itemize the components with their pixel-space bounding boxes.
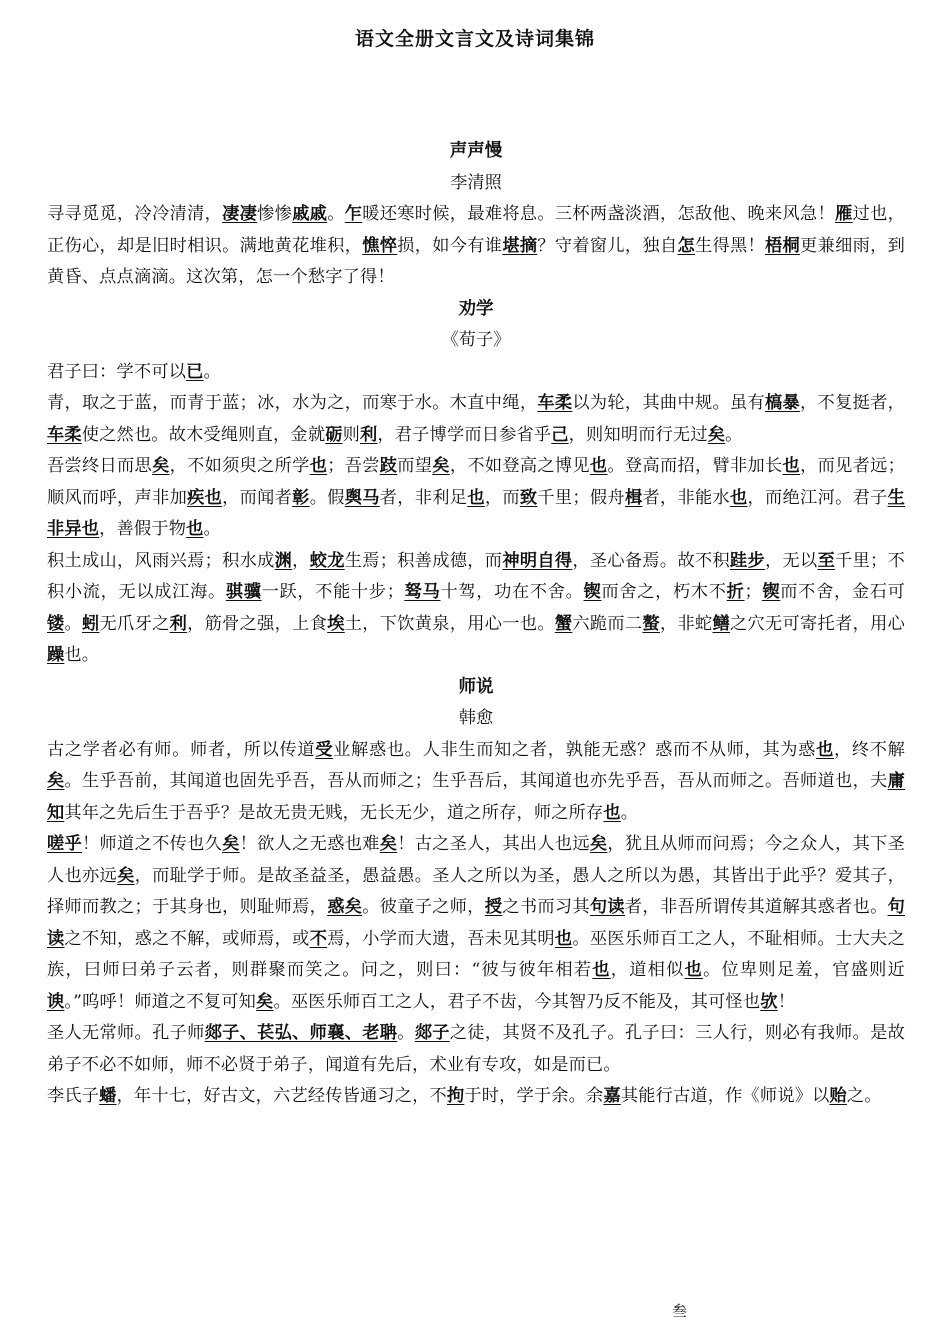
key-word: 也 (309, 456, 328, 476)
key-word: 疾也 (187, 487, 223, 508)
key-word: 郯子、苌弘、师襄、老聃 (204, 1023, 398, 1043)
key-word: 跬步 (729, 550, 766, 571)
key-word: 不 (309, 928, 328, 949)
key-word: 嘉 (603, 1086, 621, 1106)
key-word: 镂 (47, 613, 65, 634)
paragraph: 圣人无常师。孔子师郯子、苌弘、师襄、老聃。郯子之徒，其贤不及孔子。孔子曰：三人行，则必有我师。是故弟子不必不如师，师不必贤于弟子，闻道有先后，术业有专攻，如是而已。 (47, 1023, 905, 1075)
key-word: 憔悴 (362, 235, 398, 256)
key-word: 锲 (761, 582, 781, 602)
key-word: 彰 (292, 487, 310, 508)
key-word: 也 (684, 960, 704, 980)
key-word: 矣 (117, 865, 135, 886)
paragraph: 李氏子蟠，年十七，好古文，六艺经传皆通习之，不拘于时，学于余。余嘉其能行古道，作《师说》以贻之。 (47, 1086, 882, 1106)
key-word: 鳝 (712, 613, 730, 634)
paragraph: 古之学者必有师。师者，所以传道受业解惑也。人非生而知之者，孰能无惑？惑而不从师，其为惑也，终不解矣。生乎吾前，其闻道也固先乎吾，吾从而师之；生乎吾后，其闻道也亦先乎吾，吾从而师之。吾师道也，夫庸知其年之先后生于吾乎？是故无贵无贱，无长无少，道之所存，师之所存也。 (47, 739, 905, 823)
key-word: 梧桐 (765, 235, 801, 256)
key-word: 矣 (47, 771, 65, 791)
key-word: 舆马 (344, 487, 380, 508)
key-word: 驽马 (404, 582, 441, 602)
key-word: 乍 (344, 204, 363, 224)
key-word: 也 (186, 519, 204, 539)
document-title: 语文全册文言文及诗词集锦 (354, 28, 595, 50)
key-word: 谀 (47, 991, 65, 1012)
key-word: 也 (816, 739, 834, 760)
key-word: 躁 (47, 645, 65, 665)
key-word: 拘 (446, 1086, 465, 1106)
key-word: 矣 (222, 834, 240, 854)
paragraph: 寻寻觅觅，冷冷清清，凄凄惨惨戚戚。乍暖还寒时候，最难将息。三杯两盏淡酒，怎敌他、晚来风急！雁过也，正伤心，却是旧时相识。满地黄花堆积，憔悴损，如今有谁堪摘？守着窗儿，独自怎生得黑！梧桐更兼细雨，到黄昏、点点滴滴。这次第，怎一个愁字了得！ (47, 204, 906, 287)
key-word: 也 (603, 802, 621, 823)
key-word: 庸知 (47, 771, 905, 823)
key-word: 郯子 (414, 1023, 450, 1043)
key-word: 也 (589, 456, 608, 476)
document-body (47, 136, 905, 1113)
key-word: 凄凄 (222, 204, 258, 224)
key-word: 蟹 (554, 613, 573, 634)
key-word: 利 (360, 424, 378, 445)
key-word: 也 (467, 487, 485, 508)
section-author: 韩愈 (458, 708, 494, 728)
key-word: 埃 (327, 613, 345, 634)
key-word: 矣 (379, 834, 398, 854)
key-word: 骐骥 (225, 582, 262, 602)
key-word: 致 (519, 487, 538, 508)
key-word: 欤 (760, 991, 778, 1012)
key-word: 句读 (589, 897, 625, 917)
key-word: 至 (817, 550, 836, 571)
key-word: 神明自得 (502, 550, 573, 571)
paragraph: 君子曰：学不可以已。 (47, 361, 221, 382)
page-mark: 叁 (672, 1302, 688, 1320)
key-word: 车柔 (537, 393, 573, 413)
key-word: 槁暴 (765, 393, 801, 413)
key-word: 戚戚 (292, 204, 328, 224)
key-word: 也 (554, 928, 573, 949)
key-word: 折 (726, 582, 745, 602)
paragraph: 积土成山，风雨兴焉；积水成渊，蛟龙生焉；积善成德，而神明自得，圣心备焉。故不积跬步，无以至千里；不积小流，无以成江海。骐骥一跃，不能十步；驽马十驾，功在不舍。锲而舍之，朽木不折；锲而不舍，金石可镂。蚓无爪牙之利，筋骨之强，上食埃土，下饮黄泉，用心一也。蟹六跪而二螯，非蛇鳝之穴无可寄托者，用心躁也。 (47, 550, 905, 665)
key-word: 已 (186, 361, 204, 382)
key-word: 句读 (47, 897, 905, 949)
key-word: 矣 (707, 424, 726, 445)
key-word: 渊 (274, 550, 293, 571)
key-word: 嗟乎 (47, 834, 83, 854)
key-word: 车柔 (47, 424, 82, 445)
section-author: 《荀子》 (441, 330, 511, 350)
section-title: 声声慢 (449, 141, 503, 161)
paragraph: 青，取之于蓝，而青于蓝；冰，水为之，而寒于水。木直中绳，车柔以为轮，其曲中规。虽有槁暴，不复挺者，车柔使之然也。故木受绳则直，金就砺则利，君子博学而日参省乎己，则知明而行无过矣。 (47, 393, 905, 445)
key-word: 怎 (677, 235, 695, 256)
key-word: 受 (315, 739, 334, 760)
key-word: 也 (592, 960, 611, 980)
key-word: 也 (782, 456, 801, 476)
key-word: 砺 (325, 424, 343, 445)
key-word: 楫 (624, 487, 643, 508)
key-word: 矣 (432, 456, 450, 476)
key-word: 矣 (256, 991, 274, 1012)
key-word: 锲 (583, 582, 602, 602)
section-title: 劝学 (458, 298, 494, 319)
key-word: 蛟龙 (309, 550, 345, 571)
key-word: 己 (551, 424, 569, 445)
key-word: 矣 (589, 834, 608, 854)
section-title: 师说 (458, 676, 494, 697)
key-word: 跂 (379, 456, 398, 476)
key-word: 利 (169, 613, 188, 634)
key-word: 惑矣 (327, 897, 363, 917)
key-word: 雁 (835, 204, 853, 224)
key-word: 蚓 (82, 613, 100, 634)
key-word: 蟠 (99, 1086, 117, 1106)
key-word: 也 (730, 487, 748, 508)
key-word: 授 (484, 897, 503, 917)
key-word: 贻 (829, 1086, 847, 1106)
key-word: 堪摘 (502, 235, 538, 256)
key-word: 螯 (642, 613, 660, 634)
paragraph: 吾尝终日而思矣，不如须臾之所学也；吾尝跂而望矣，不如登高之博见也。登高而招，臂非加长也，而见者远；顺风而呼，声非加疾也，而闻者彰。假舆马者，非利足也，而致千里；假舟楫者，非能水也，而绝江河。君子生非异也，善假于物也。 (47, 456, 906, 539)
paragraph: 嗟乎！师道之不传也久矣！欲人之无惑也难矣！古之圣人，其出人也远矣，犹且从师而问焉；今之众人，其下圣人也亦远矣，而耻学于师。是故圣益圣，愚益愚。圣人之所以为圣，愚人之所以为愚，其皆出于此乎？爱其子，择师而教之；于其身也，则耻师焉，惑矣。彼童子之师，授之书而习其句读者，非吾所谓传其道解其惑者也。句读之不知，惑之不解，或师焉，或不焉，小学而大遗，吾未见其明也。巫医乐师百工之人，不耻相师。士大夫之族，曰师曰弟子云者，则群聚而笑之。问之，则曰：“彼与彼年相若也，道相似也。位卑则足羞，官盛则近谀。”呜呼！师道之不复可知矣。巫医乐师百工之人，君子不齿，今其智乃反不能及，其可怪也欤！ (47, 834, 906, 1012)
key-word: 生非异也 (47, 487, 906, 539)
section-author: 李清照 (450, 172, 502, 193)
key-word: 矣 (152, 456, 170, 476)
